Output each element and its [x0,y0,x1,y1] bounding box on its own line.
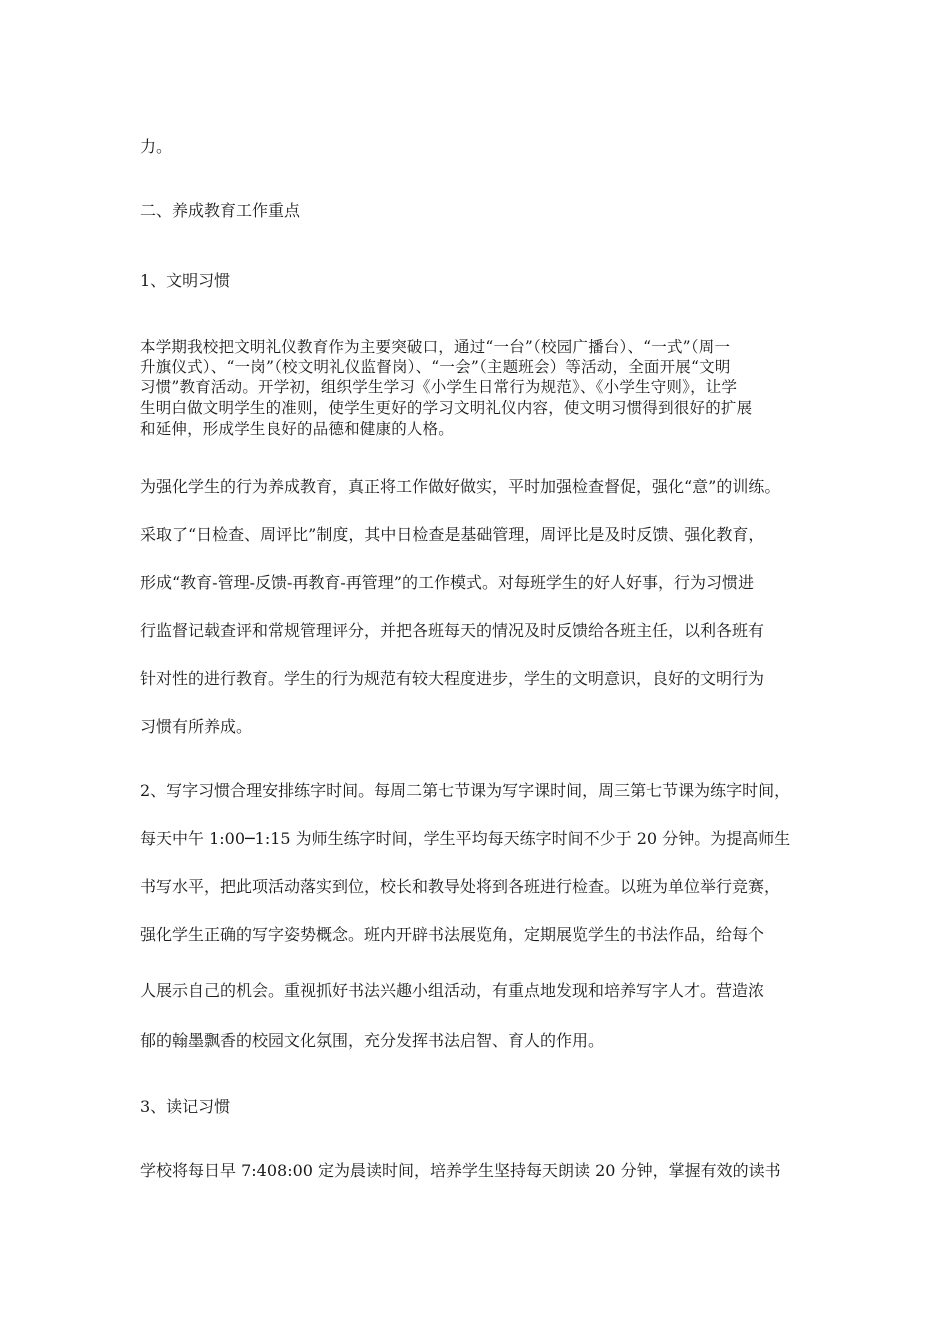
subsection-heading-reading: 3、读记习惯 [140,1097,231,1116]
subsection-heading-civility: 1、文明习惯 [140,271,231,290]
paragraph-line: 习惯”教育活动。开学初，组织学生学习《小学生日常行为规范》、《小学生守则》，让学 [140,378,738,396]
paragraph-line: 行监督记载查评和常规管理评分，并把各班每天的情况及时反馈给各班主任，以利各班有 [140,621,765,640]
paragraph-continuation: 力。 [140,137,173,156]
paragraph-line: 习惯有所养成。 [140,717,253,736]
paragraph-line: 学校将每日早 7:408:00 定为晨读时间，培养学生坚持每天朗读 20 分钟，掌握有效的读书 [140,1161,781,1180]
paragraph-line: 2、写字习惯合理安排练字时间。每周二第七节课为写字课时间，周三第七节课为练字时间， [140,781,791,800]
paragraph-line: 生明白做文明学生的准则，使学生更好的学习文明礼仪内容，使文明习惯得到很好的扩展 [140,399,753,417]
paragraph-line: 每天中午 1:00─1:15 为师生练字时间，学生平均每天练字时间不少于 20 分钟。为提高师生 [140,829,791,848]
paragraph-line: 人展示自己的机会。重视抓好书法兴趣小组活动，有重点地发现和培养写字人才。营造浓 [140,981,765,1000]
paragraph-line: 和延伸，形成学生良好的品德和健康的人格。 [140,420,455,438]
paragraph-line: 针对性的进行教育。学生的行为规范有较大程度进步，学生的文明意识，良好的文明行为 [140,669,765,688]
paragraph-line: 为强化学生的行为养成教育，真正将工作做好做实，平时加强检查督促，强化“意”的训练。 [140,477,781,496]
paragraph-line: 书写水平，把此项活动落实到位，校长和教导处将到各班进行检查。以班为单位举行竞赛， [140,877,781,896]
paragraph-line: 升旗仪式）、“一岗”（校文明礼仪监督岗）、“一会”（主题班会）等活动，全面开展“文明 [140,358,731,376]
paragraph-line: 采取了“日检查、周评比”制度，其中日检查是基础管理，周评比是及时反馈、强化教育， [140,525,765,544]
section-heading: 二、养成教育工作重点 [140,201,301,220]
paragraph-line: 强化学生正确的写字姿势概念。班内开辟书法展览角，定期展览学生的书法作品，给每个 [140,925,765,944]
paragraph-line: 郁的翰墨飘香的校园文化氛围，充分发挥书法启智、育人的作用。 [140,1031,605,1050]
paragraph-line: 本学期我校把文明礼仪教育作为主要突破口，通过“一台”（校园广播台）、“一式”（周一 [140,338,731,356]
paragraph-line: 形成“教育-管理-反馈-再教育-再管理”的工作模式。对每班学生的好人好事，行为习惯进 [140,573,754,592]
